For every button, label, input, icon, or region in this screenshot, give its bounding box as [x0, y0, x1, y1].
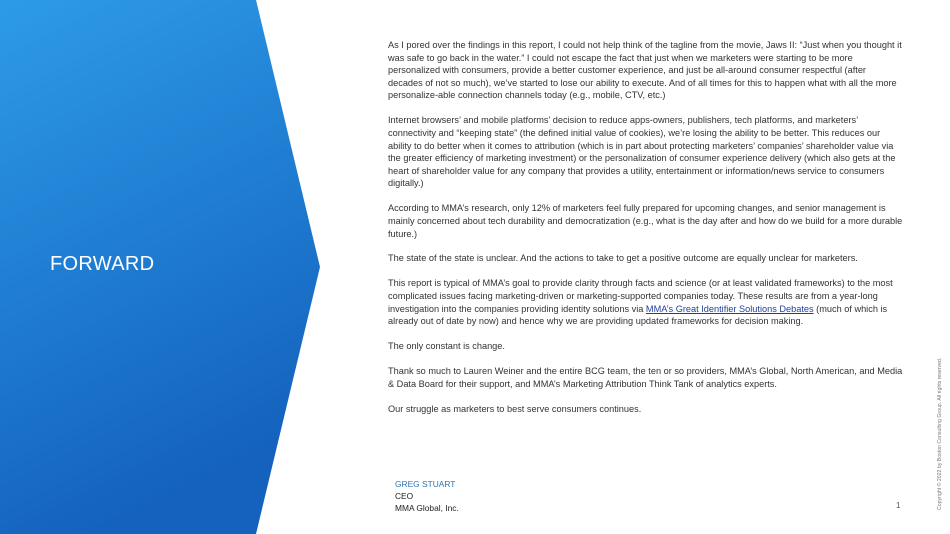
paragraph [388, 277, 903, 327]
signature-org: MMA Global, Inc. [395, 503, 459, 513]
section-title: FORWARD [50, 253, 155, 275]
paragraph: Thank so much to Lauren Weiner and the entire BCG team, the ten or so providers, MMA’s Global, North American, and Media & Data Board for their support, and MMA’s Marketing Attribution Think Tank of analytics experts. [388, 366, 903, 389]
paragraph: As I pored over the findings in this report, I could not help think of the tagline from the movie, Jaws II: “Just when you thought it was safe to go back in the water.” I could not escape the fact that just when we marketers were starting to be more personalized with consumers, provide a better customer experience, and just be all-around consumer respectful (after decades of not so much), we’ve started to lose our ability to execute. And of all times for this to happen what with all the more personalize-able connection channels today (e.g., mobile, CTV, etc.) [388, 40, 902, 101]
paragraph: The only constant is change. [388, 341, 505, 352]
page-number: 1 [896, 501, 901, 510]
copyright-notice: Copyright © 2022 by Boston Consulting Group. All rights reserved. [937, 357, 943, 510]
signature-name: GREG STUART [395, 479, 456, 489]
paragraph-text: This report is typical of MMA’s goal to provide clarity through facts and science (or at least validated frameworks) to the most complicated issues facing marketing-driven or marketing-supported companies today. These results are from a year-long investigation into the companies providing identity solutions via [388, 278, 893, 314]
paragraph-text: (much of which is already out of date by now) and hence why we are providing updated frameworks for decision making. [388, 303, 888, 327]
paragraph: Internet browsers’ and mobile platforms’ decision to reduce apps-owners, publishers, tech platforms, and marketers’ connectivity and “keeping state” (the defined initial value of cookies), we’re losing the ability to be better. This reduces our ability to do better when it comes to attribution (which is in part about protecting marketers’ companies’ shareholder value via the greater efficiency of marketing investment) or the personalization of consumer experience delivery (which also gets at the heart of shareholder value for any company that provides a utility, entertainment or information/news service to consumers digitally.) [388, 115, 896, 189]
paragraph: According to MMA’s research, only 12% of marketers feel fully prepared for upcoming changes, and senior management is mainly concerned about tech durability and democratization (e.g., what is the day after and how do we build for a more durable future.) [388, 203, 903, 239]
blue-title-panel [0, 0, 320, 534]
letter-body [388, 39, 903, 428]
signature-block [395, 478, 459, 514]
signature-role: CEO [395, 491, 414, 501]
paragraph: The state of the state is unclear. And the actions to take to get a positive outcome are equally unclear for marketers. [388, 253, 858, 264]
debates-link[interactable]: MMA’s Great Identifier Solutions Debates [645, 303, 814, 314]
paragraph: Our struggle as marketers to best serve consumers continues. [388, 403, 642, 414]
